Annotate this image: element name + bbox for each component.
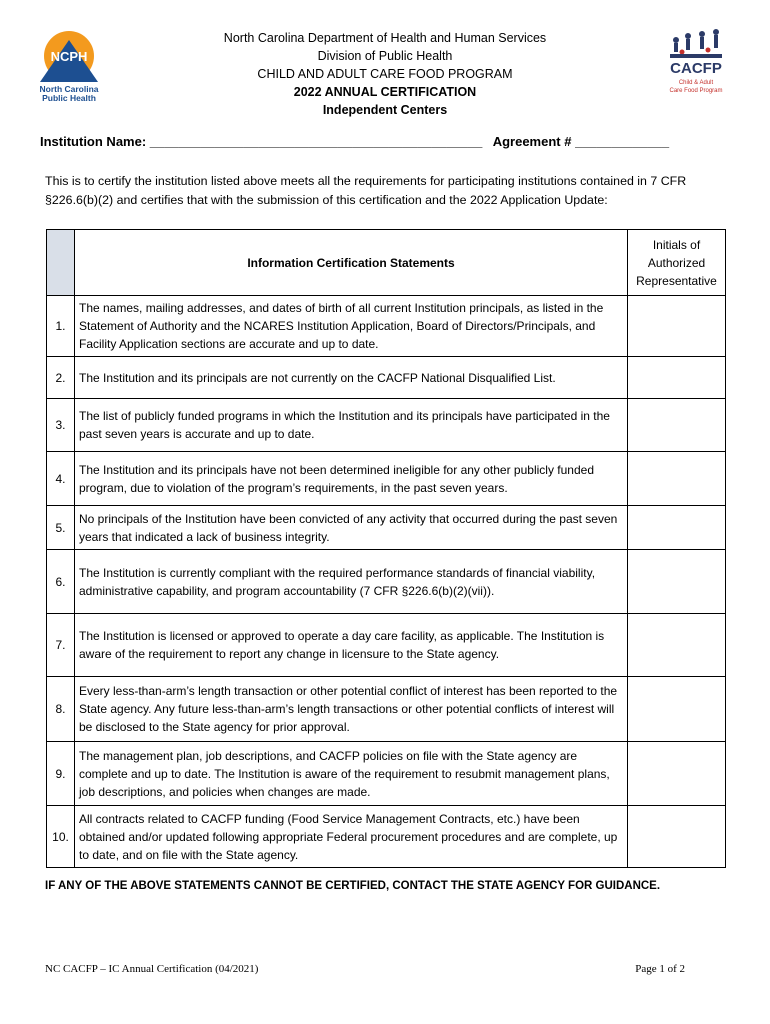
initials-field[interactable] <box>628 506 726 550</box>
table-row <box>47 506 726 550</box>
table-row <box>47 399 726 452</box>
row-number: 7. <box>47 614 75 677</box>
initials-field[interactable] <box>628 550 726 614</box>
header-division: Division of Public Health <box>317 49 453 63</box>
row-statement: All contracts related to CACFP funding (Food Service Management Contracts, etc.) have been obtained and/or updated following appropriate Federal procurement procedures and are complete, up to date, and on file with the State agency. <box>75 806 628 868</box>
row-number: 5. <box>47 506 75 550</box>
row-number: 6. <box>47 550 75 614</box>
certification-table <box>46 229 726 868</box>
table-row <box>47 550 726 614</box>
intro-paragraph: This is to certify the institution listed above meets all the requirements for participating institutions contained in 7 CFR §226.6(b)(2) and certifies that with the submission of this certification and the 2022 Application Update: <box>45 174 687 207</box>
row-statement: The names, mailing addresses, and dates of birth of all current Institution principals, as listed in the Statement of Authority and the NCARES Institution Application, Board of Directors/Principals, and Facility Application sections are accurate and up to date. <box>75 296 628 357</box>
table-row <box>47 806 726 868</box>
institution-agreement-line: Institution Name: ______________________________________________ Agreement # _____________ <box>40 134 670 149</box>
header-number-cell <box>47 230 75 296</box>
row-number: 10. <box>47 806 75 868</box>
table-row <box>47 677 726 742</box>
cacfp-logo-text: CACFP <box>670 60 722 77</box>
cacfp-logo <box>664 26 728 100</box>
initials-field[interactable] <box>628 677 726 742</box>
initials-field[interactable] <box>628 614 726 677</box>
ncph-logo-text: NCPH <box>50 49 88 64</box>
header-certification-title: 2022 ANNUAL CERTIFICATION <box>293 85 477 99</box>
table-row <box>47 357 726 399</box>
footer-form-id: NC CACFP – IC Annual Certification (04/2021) <box>45 963 259 975</box>
ncph-logo-line1: North Carolina <box>39 84 99 94</box>
row-number: 4. <box>47 452 75 506</box>
footer-page-number: Page 1 of 2 <box>635 963 685 975</box>
ncph-logo <box>34 30 104 104</box>
initials-field[interactable] <box>628 399 726 452</box>
row-statement: The Institution and its principals are not currently on the CACFP National Disqualified List. <box>75 357 628 399</box>
row-number: 1. <box>47 296 75 357</box>
header-subtitle: Independent Centers <box>322 103 448 117</box>
table-header-row <box>47 230 726 296</box>
initials-field[interactable] <box>628 296 726 357</box>
cacfp-logo-line1: Child & Adult <box>678 80 714 86</box>
header-program: CHILD AND ADULT CARE FOOD PROGRAM <box>257 67 513 81</box>
cacfp-logo-graphic <box>664 26 728 100</box>
table-row <box>47 452 726 506</box>
row-statement: The list of publicly funded programs in which the Institution and its principals have participated in the past seven years is accurate and up to date. <box>75 399 628 452</box>
row-statement: The Institution is currently compliant with the required performance standards of financial viability, administrative capability, and program accountability (7 CFR §226.6(b)(2)(vii)). <box>75 550 628 614</box>
table-row <box>47 296 726 357</box>
row-statement: No principals of the Institution have been convicted of any activity that occurred during the past seven years that indicated a lack of business integrity. <box>75 506 628 550</box>
guidance-notice: IF ANY OF THE ABOVE STATEMENTS CANNOT BE CERTIFIED, CONTACT THE STATE AGENCY FOR GUIDANCE. <box>45 880 661 892</box>
header-department: North Carolina Department of Health and Human Services <box>223 31 547 45</box>
row-statement: Every less-than-arm’s length transaction or other potential conflict of interest has been reported to the State agency. Any future less-than-arm’s length transactions or other potential conflicts of interest will be disclosed to the State agency for prior approval. <box>75 677 628 742</box>
row-statement: The Institution and its principals have not been determined ineligible for any other publicly funded program, due to violation of the program’s requirements, in the past seven years. <box>75 452 628 506</box>
row-number: 8. <box>47 677 75 742</box>
header-initials: Initials of Authorized Representative <box>628 230 726 296</box>
row-statement: The Institution is licensed or approved to operate a day care facility, as applicable. The Institution is aware of the requirement to report any change in licensure to the State agency. <box>75 614 628 677</box>
row-statement: The management plan, job descriptions, and CACFP policies on file with the State agency are complete and up to date. The Institution is aware of the requirement to resubmit management plans, job descriptions, and policies when changes are made. <box>75 742 628 806</box>
row-number: 3. <box>47 399 75 452</box>
ncph-logo-graphic <box>34 30 104 104</box>
table-row <box>47 614 726 677</box>
row-number: 9. <box>47 742 75 806</box>
initials-field[interactable] <box>628 357 726 399</box>
initials-field[interactable] <box>628 452 726 506</box>
initials-field[interactable] <box>628 806 726 868</box>
table-row <box>47 742 726 806</box>
ncph-logo-line2: Public Health <box>42 93 96 103</box>
cacfp-logo-line2: Care Food Program <box>669 88 723 94</box>
initials-field[interactable] <box>628 742 726 806</box>
header-statements: Information Certification Statements <box>75 230 628 296</box>
row-number: 2. <box>47 357 75 399</box>
